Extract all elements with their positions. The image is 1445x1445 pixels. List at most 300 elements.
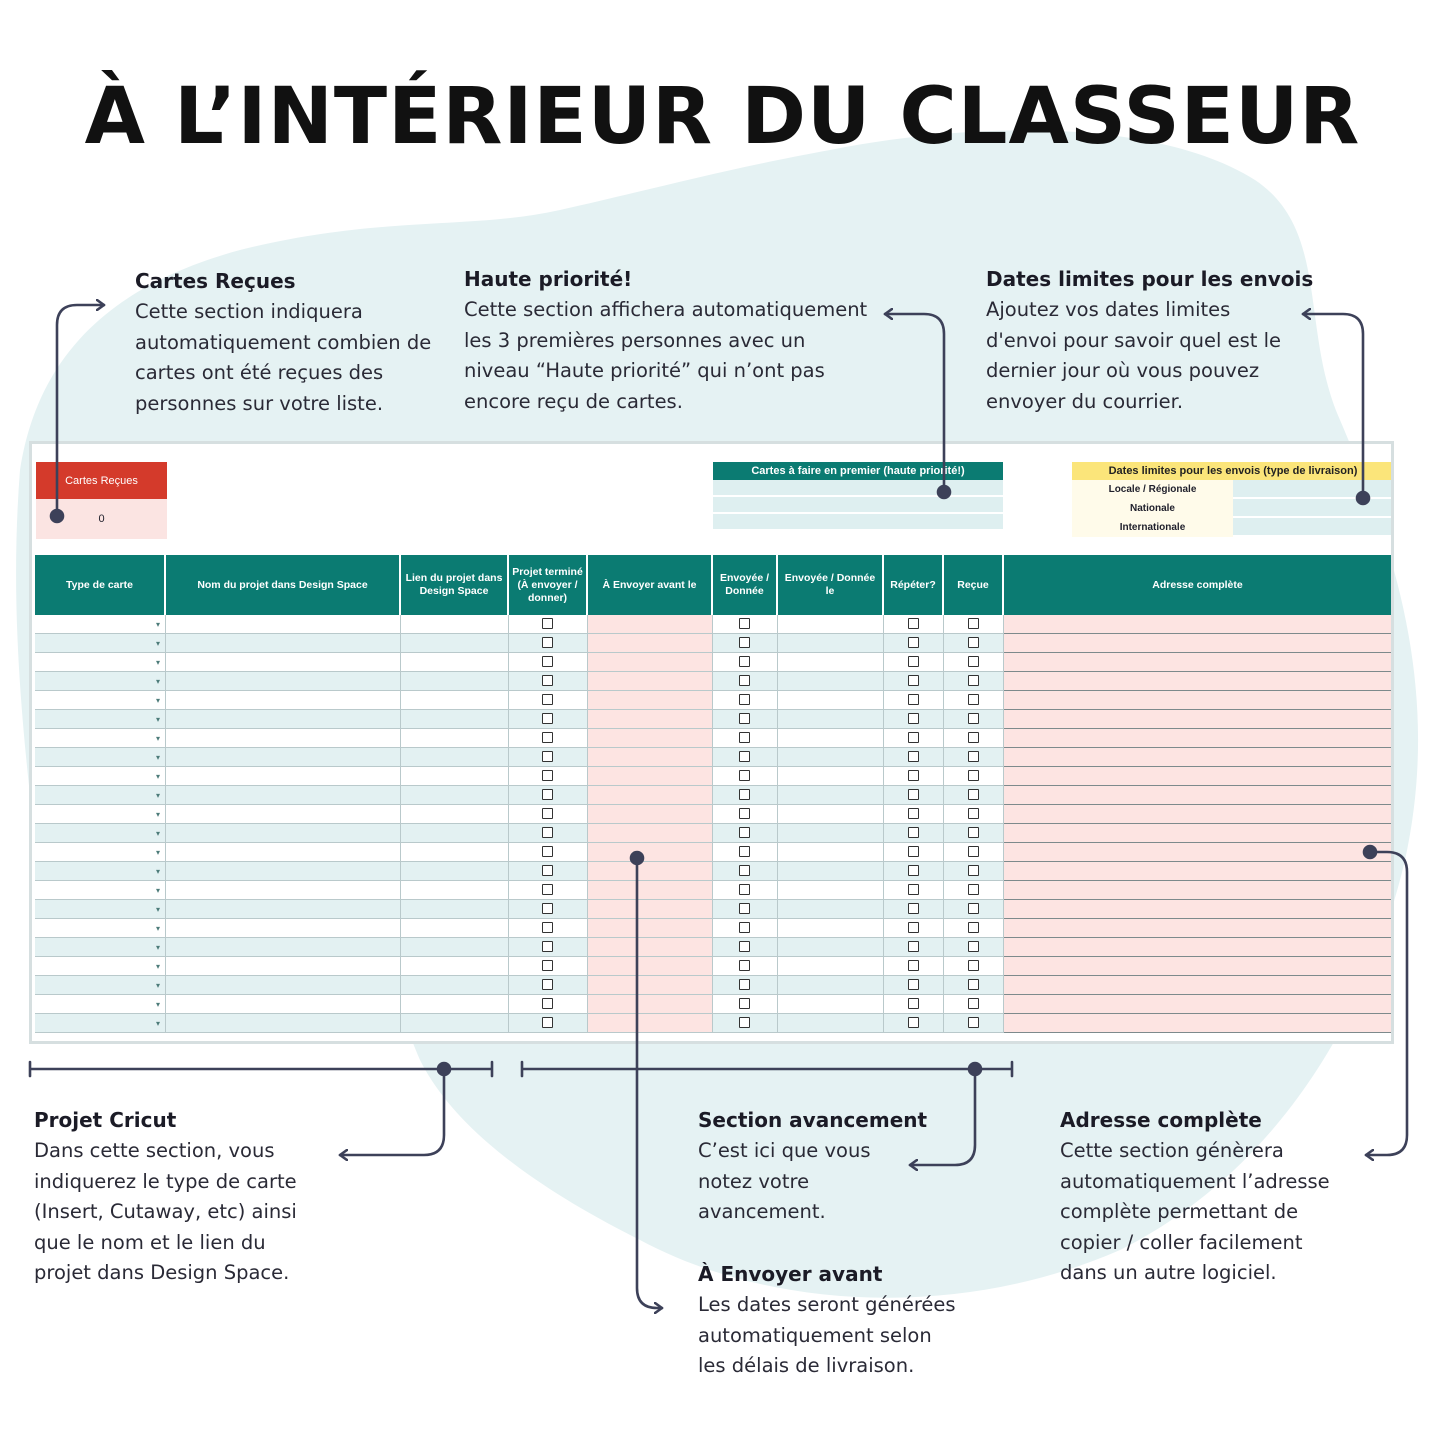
table-cell[interactable]: [509, 767, 588, 786]
table-cell[interactable]: [1004, 1014, 1393, 1033]
checkbox[interactable]: [968, 846, 979, 857]
dropdown-arrow-icon[interactable]: ▾: [155, 943, 160, 952]
table-cell[interactable]: [588, 938, 713, 957]
table-cell[interactable]: [713, 1014, 778, 1033]
checkbox[interactable]: [739, 713, 750, 724]
table-cell[interactable]: [1004, 900, 1393, 919]
checkbox[interactable]: [542, 903, 553, 914]
table-cell[interactable]: [166, 957, 401, 976]
checkbox[interactable]: [739, 998, 750, 1009]
table-cell[interactable]: [713, 976, 778, 995]
table-cell[interactable]: [1004, 672, 1393, 691]
table-cell[interactable]: [35, 710, 166, 729]
checkbox[interactable]: [739, 675, 750, 686]
table-cell[interactable]: [35, 881, 166, 900]
table-cell[interactable]: [778, 938, 884, 957]
dropdown-arrow-icon[interactable]: ▾: [155, 1000, 160, 1009]
table-cell[interactable]: [944, 843, 1004, 862]
table-cell[interactable]: [944, 710, 1004, 729]
table-cell[interactable]: [944, 748, 1004, 767]
checkbox[interactable]: [968, 808, 979, 819]
table-cell[interactable]: [509, 653, 588, 672]
table-cell[interactable]: [944, 805, 1004, 824]
table-cell[interactable]: [778, 1014, 884, 1033]
table-cell[interactable]: [588, 672, 713, 691]
table-cell[interactable]: [944, 729, 1004, 748]
checkbox[interactable]: [542, 789, 553, 800]
table-cell[interactable]: [35, 672, 166, 691]
table-cell[interactable]: [588, 786, 713, 805]
checkbox[interactable]: [908, 1017, 919, 1028]
checkbox[interactable]: [968, 770, 979, 781]
table-cell[interactable]: [588, 1014, 713, 1033]
checkbox[interactable]: [968, 941, 979, 952]
table-cell[interactable]: [401, 672, 509, 691]
table-cell[interactable]: [713, 691, 778, 710]
table-cell[interactable]: [884, 786, 944, 805]
checkbox[interactable]: [968, 618, 979, 629]
table-cell[interactable]: [778, 786, 884, 805]
checkbox[interactable]: [542, 827, 553, 838]
dropdown-arrow-icon[interactable]: ▾: [155, 848, 160, 857]
table-cell[interactable]: [166, 653, 401, 672]
table-cell[interactable]: [944, 995, 1004, 1014]
table-cell[interactable]: [166, 881, 401, 900]
table-cell[interactable]: [509, 843, 588, 862]
table-cell[interactable]: [35, 843, 166, 862]
table-cell[interactable]: [166, 615, 401, 634]
table-cell[interactable]: [166, 976, 401, 995]
table-cell[interactable]: [944, 615, 1004, 634]
table-cell[interactable]: [401, 938, 509, 957]
checkbox[interactable]: [968, 998, 979, 1009]
table-cell[interactable]: [588, 862, 713, 881]
table-cell[interactable]: [401, 995, 509, 1014]
table-cell[interactable]: [778, 957, 884, 976]
checkbox[interactable]: [968, 713, 979, 724]
table-cell[interactable]: [509, 672, 588, 691]
table-cell[interactable]: [401, 634, 509, 653]
table-cell[interactable]: [509, 881, 588, 900]
table-cell[interactable]: [509, 615, 588, 634]
table-cell[interactable]: [35, 938, 166, 957]
table-cell[interactable]: [778, 748, 884, 767]
table-cell[interactable]: [884, 824, 944, 843]
table-cell[interactable]: [884, 729, 944, 748]
checkbox[interactable]: [542, 941, 553, 952]
table-cell[interactable]: [713, 919, 778, 938]
checkbox[interactable]: [908, 979, 919, 990]
table-cell[interactable]: [713, 786, 778, 805]
table-cell[interactable]: [166, 710, 401, 729]
table-cell[interactable]: [35, 957, 166, 976]
checkbox[interactable]: [542, 732, 553, 743]
table-cell[interactable]: [35, 805, 166, 824]
table-cell[interactable]: [1004, 824, 1393, 843]
table-cell[interactable]: [166, 634, 401, 653]
dropdown-arrow-icon[interactable]: ▾: [155, 924, 160, 933]
table-cell[interactable]: [944, 862, 1004, 881]
table-cell[interactable]: [884, 672, 944, 691]
checkbox[interactable]: [739, 751, 750, 762]
table-cell[interactable]: [401, 881, 509, 900]
table-cell[interactable]: [35, 824, 166, 843]
table-cell[interactable]: [166, 729, 401, 748]
checkbox[interactable]: [739, 789, 750, 800]
table-cell[interactable]: [166, 767, 401, 786]
table-cell[interactable]: [884, 995, 944, 1014]
dropdown-arrow-icon[interactable]: ▾: [155, 753, 160, 762]
table-cell[interactable]: [778, 919, 884, 938]
checkbox[interactable]: [908, 998, 919, 1009]
table-cell[interactable]: [588, 767, 713, 786]
table-cell[interactable]: [509, 1014, 588, 1033]
table-cell[interactable]: [509, 710, 588, 729]
deadline-date-cell[interactable]: [1233, 518, 1394, 537]
table-cell[interactable]: [588, 919, 713, 938]
checkbox[interactable]: [739, 732, 750, 743]
table-cell[interactable]: [401, 824, 509, 843]
checkbox[interactable]: [968, 732, 979, 743]
checkbox[interactable]: [908, 903, 919, 914]
table-cell[interactable]: [588, 900, 713, 919]
table-cell[interactable]: [713, 729, 778, 748]
checkbox[interactable]: [739, 865, 750, 876]
dropdown-arrow-icon[interactable]: ▾: [155, 677, 160, 686]
checkbox[interactable]: [542, 618, 553, 629]
checkbox[interactable]: [908, 637, 919, 648]
table-cell[interactable]: [588, 957, 713, 976]
table-cell[interactable]: [35, 615, 166, 634]
table-cell[interactable]: [778, 767, 884, 786]
table-cell[interactable]: [588, 634, 713, 653]
table-cell[interactable]: [401, 729, 509, 748]
table-cell[interactable]: [1004, 786, 1393, 805]
table-cell[interactable]: [588, 843, 713, 862]
table-cell[interactable]: [713, 995, 778, 1014]
checkbox[interactable]: [968, 675, 979, 686]
checkbox[interactable]: [739, 846, 750, 857]
table-cell[interactable]: [509, 805, 588, 824]
dropdown-arrow-icon[interactable]: ▾: [155, 696, 160, 705]
table-cell[interactable]: [401, 957, 509, 976]
table-cell[interactable]: [778, 653, 884, 672]
dropdown-arrow-icon[interactable]: ▾: [155, 772, 160, 781]
table-cell[interactable]: [1004, 710, 1393, 729]
checkbox[interactable]: [542, 979, 553, 990]
table-cell[interactable]: [401, 710, 509, 729]
checkbox[interactable]: [908, 751, 919, 762]
table-cell[interactable]: [1004, 862, 1393, 881]
checkbox[interactable]: [968, 694, 979, 705]
table-cell[interactable]: [509, 919, 588, 938]
checkbox[interactable]: [908, 770, 919, 781]
dropdown-arrow-icon[interactable]: ▾: [155, 1019, 160, 1028]
checkbox[interactable]: [968, 637, 979, 648]
table-cell[interactable]: [588, 824, 713, 843]
checkbox[interactable]: [908, 618, 919, 629]
table-cell[interactable]: [713, 653, 778, 672]
table-cell[interactable]: [166, 843, 401, 862]
checkbox[interactable]: [968, 751, 979, 762]
dropdown-arrow-icon[interactable]: ▾: [155, 620, 160, 629]
checkbox[interactable]: [908, 732, 919, 743]
table-cell[interactable]: [401, 919, 509, 938]
table-cell[interactable]: [884, 919, 944, 938]
dropdown-arrow-icon[interactable]: ▾: [155, 962, 160, 971]
checkbox[interactable]: [968, 865, 979, 876]
table-cell[interactable]: [1004, 843, 1393, 862]
dropdown-arrow-icon[interactable]: ▾: [155, 734, 160, 743]
checkbox[interactable]: [542, 922, 553, 933]
table-cell[interactable]: [401, 805, 509, 824]
dropdown-arrow-icon[interactable]: ▾: [155, 905, 160, 914]
table-cell[interactable]: [35, 634, 166, 653]
table-cell[interactable]: [778, 900, 884, 919]
dropdown-arrow-icon[interactable]: ▾: [155, 658, 160, 667]
checkbox[interactable]: [542, 808, 553, 819]
checkbox[interactable]: [739, 637, 750, 648]
checkbox[interactable]: [908, 694, 919, 705]
priority-row[interactable]: [713, 514, 1003, 531]
table-cell[interactable]: [778, 710, 884, 729]
table-cell[interactable]: [713, 634, 778, 653]
table-cell[interactable]: [401, 976, 509, 995]
checkbox[interactable]: [739, 903, 750, 914]
table-cell[interactable]: [713, 615, 778, 634]
table-cell[interactable]: [944, 824, 1004, 843]
table-cell[interactable]: [588, 995, 713, 1014]
checkbox[interactable]: [968, 656, 979, 667]
checkbox[interactable]: [739, 979, 750, 990]
table-cell[interactable]: [884, 881, 944, 900]
dropdown-arrow-icon[interactable]: ▾: [155, 791, 160, 800]
table-cell[interactable]: [778, 634, 884, 653]
table-cell[interactable]: [35, 862, 166, 881]
checkbox[interactable]: [542, 656, 553, 667]
table-cell[interactable]: [884, 805, 944, 824]
table-cell[interactable]: [713, 767, 778, 786]
table-cell[interactable]: [166, 691, 401, 710]
table-cell[interactable]: [713, 938, 778, 957]
table-cell[interactable]: [884, 938, 944, 957]
table-cell[interactable]: [713, 957, 778, 976]
table-cell[interactable]: [588, 748, 713, 767]
checkbox[interactable]: [739, 884, 750, 895]
table-cell[interactable]: [588, 691, 713, 710]
deadline-date-cell[interactable]: [1233, 480, 1394, 499]
table-cell[interactable]: [713, 900, 778, 919]
table-cell[interactable]: [1004, 615, 1393, 634]
table-cell[interactable]: [509, 976, 588, 995]
checkbox[interactable]: [908, 808, 919, 819]
checkbox[interactable]: [968, 979, 979, 990]
table-cell[interactable]: [401, 691, 509, 710]
table-cell[interactable]: [35, 729, 166, 748]
checkbox[interactable]: [542, 846, 553, 857]
table-cell[interactable]: [1004, 976, 1393, 995]
dropdown-arrow-icon[interactable]: ▾: [155, 639, 160, 648]
table-cell[interactable]: [944, 634, 1004, 653]
checkbox[interactable]: [542, 770, 553, 781]
checkbox[interactable]: [908, 675, 919, 686]
table-cell[interactable]: [166, 805, 401, 824]
table-cell[interactable]: [944, 653, 1004, 672]
table-cell[interactable]: [35, 995, 166, 1014]
checkbox[interactable]: [968, 827, 979, 838]
table-cell[interactable]: [509, 634, 588, 653]
table-cell[interactable]: [588, 615, 713, 634]
table-cell[interactable]: [401, 653, 509, 672]
checkbox[interactable]: [542, 751, 553, 762]
checkbox[interactable]: [739, 1017, 750, 1028]
table-cell[interactable]: [884, 653, 944, 672]
table-cell[interactable]: [509, 748, 588, 767]
table-cell[interactable]: [401, 786, 509, 805]
table-cell[interactable]: [588, 881, 713, 900]
table-cell[interactable]: [166, 938, 401, 957]
checkbox[interactable]: [739, 808, 750, 819]
checkbox[interactable]: [739, 618, 750, 629]
table-cell[interactable]: [401, 748, 509, 767]
table-cell[interactable]: [884, 691, 944, 710]
table-cell[interactable]: [588, 805, 713, 824]
checkbox[interactable]: [739, 960, 750, 971]
checkbox[interactable]: [908, 865, 919, 876]
checkbox[interactable]: [739, 941, 750, 952]
table-cell[interactable]: [884, 862, 944, 881]
table-cell[interactable]: [1004, 919, 1393, 938]
table-cell[interactable]: [509, 691, 588, 710]
checkbox[interactable]: [542, 998, 553, 1009]
checkbox[interactable]: [542, 960, 553, 971]
table-cell[interactable]: [1004, 767, 1393, 786]
checkbox[interactable]: [908, 656, 919, 667]
dropdown-arrow-icon[interactable]: ▾: [155, 981, 160, 990]
table-cell[interactable]: [166, 995, 401, 1014]
table-cell[interactable]: [1004, 957, 1393, 976]
table-cell[interactable]: [401, 843, 509, 862]
table-cell[interactable]: [35, 900, 166, 919]
table-cell[interactable]: [35, 976, 166, 995]
table-cell[interactable]: [884, 843, 944, 862]
table-cell[interactable]: [944, 900, 1004, 919]
table-cell[interactable]: [401, 862, 509, 881]
table-cell[interactable]: [884, 615, 944, 634]
table-cell[interactable]: [778, 615, 884, 634]
table-cell[interactable]: [944, 767, 1004, 786]
table-cell[interactable]: [884, 957, 944, 976]
table-cell[interactable]: [778, 995, 884, 1014]
table-cell[interactable]: [713, 881, 778, 900]
table-cell[interactable]: [588, 710, 713, 729]
table-cell[interactable]: [944, 938, 1004, 957]
checkbox[interactable]: [739, 656, 750, 667]
checkbox[interactable]: [908, 827, 919, 838]
checkbox[interactable]: [542, 713, 553, 724]
table-cell[interactable]: [509, 995, 588, 1014]
checkbox[interactable]: [968, 789, 979, 800]
table-cell[interactable]: [588, 976, 713, 995]
table-cell[interactable]: [778, 691, 884, 710]
table-cell[interactable]: [166, 919, 401, 938]
table-cell[interactable]: [1004, 995, 1393, 1014]
checkbox[interactable]: [739, 694, 750, 705]
table-cell[interactable]: [778, 672, 884, 691]
table-cell[interactable]: [884, 976, 944, 995]
table-cell[interactable]: [1004, 748, 1393, 767]
checkbox[interactable]: [908, 941, 919, 952]
table-cell[interactable]: [588, 729, 713, 748]
checkbox[interactable]: [908, 713, 919, 724]
table-cell[interactable]: [884, 634, 944, 653]
table-cell[interactable]: [713, 672, 778, 691]
table-cell[interactable]: [1004, 805, 1393, 824]
checkbox[interactable]: [739, 922, 750, 933]
table-cell[interactable]: [713, 862, 778, 881]
table-cell[interactable]: [401, 900, 509, 919]
table-cell[interactable]: [509, 938, 588, 957]
table-cell[interactable]: [944, 691, 1004, 710]
checkbox[interactable]: [908, 922, 919, 933]
table-cell[interactable]: [944, 1014, 1004, 1033]
table-cell[interactable]: [166, 672, 401, 691]
table-cell[interactable]: [509, 862, 588, 881]
checkbox[interactable]: [542, 865, 553, 876]
table-cell[interactable]: [884, 1014, 944, 1033]
table-cell[interactable]: [778, 862, 884, 881]
checkbox[interactable]: [908, 846, 919, 857]
checkbox[interactable]: [739, 827, 750, 838]
table-cell[interactable]: [713, 710, 778, 729]
table-cell[interactable]: [166, 748, 401, 767]
checkbox[interactable]: [968, 1017, 979, 1028]
checkbox[interactable]: [968, 884, 979, 895]
checkbox[interactable]: [542, 694, 553, 705]
table-cell[interactable]: [1004, 881, 1393, 900]
checkbox[interactable]: [542, 675, 553, 686]
checkbox[interactable]: [908, 884, 919, 895]
table-cell[interactable]: [713, 843, 778, 862]
table-cell[interactable]: [401, 615, 509, 634]
checkbox[interactable]: [542, 637, 553, 648]
table-cell[interactable]: [778, 843, 884, 862]
priority-row[interactable]: [713, 480, 1003, 497]
table-cell[interactable]: [588, 653, 713, 672]
table-cell[interactable]: [778, 881, 884, 900]
table-cell[interactable]: [35, 691, 166, 710]
table-cell[interactable]: [884, 748, 944, 767]
table-cell[interactable]: [884, 710, 944, 729]
checkbox[interactable]: [968, 903, 979, 914]
table-cell[interactable]: [944, 976, 1004, 995]
table-cell[interactable]: [944, 881, 1004, 900]
table-cell[interactable]: [1004, 634, 1393, 653]
table-cell[interactable]: [401, 1014, 509, 1033]
dropdown-arrow-icon[interactable]: ▾: [155, 867, 160, 876]
table-cell[interactable]: [778, 976, 884, 995]
checkbox[interactable]: [968, 922, 979, 933]
table-cell[interactable]: [509, 729, 588, 748]
table-cell[interactable]: [884, 900, 944, 919]
deadline-date-cell[interactable]: [1233, 499, 1394, 518]
table-cell[interactable]: [884, 767, 944, 786]
dropdown-arrow-icon[interactable]: ▾: [155, 829, 160, 838]
table-cell[interactable]: [509, 957, 588, 976]
table-cell[interactable]: [401, 767, 509, 786]
table-cell[interactable]: [35, 748, 166, 767]
table-cell[interactable]: [509, 786, 588, 805]
